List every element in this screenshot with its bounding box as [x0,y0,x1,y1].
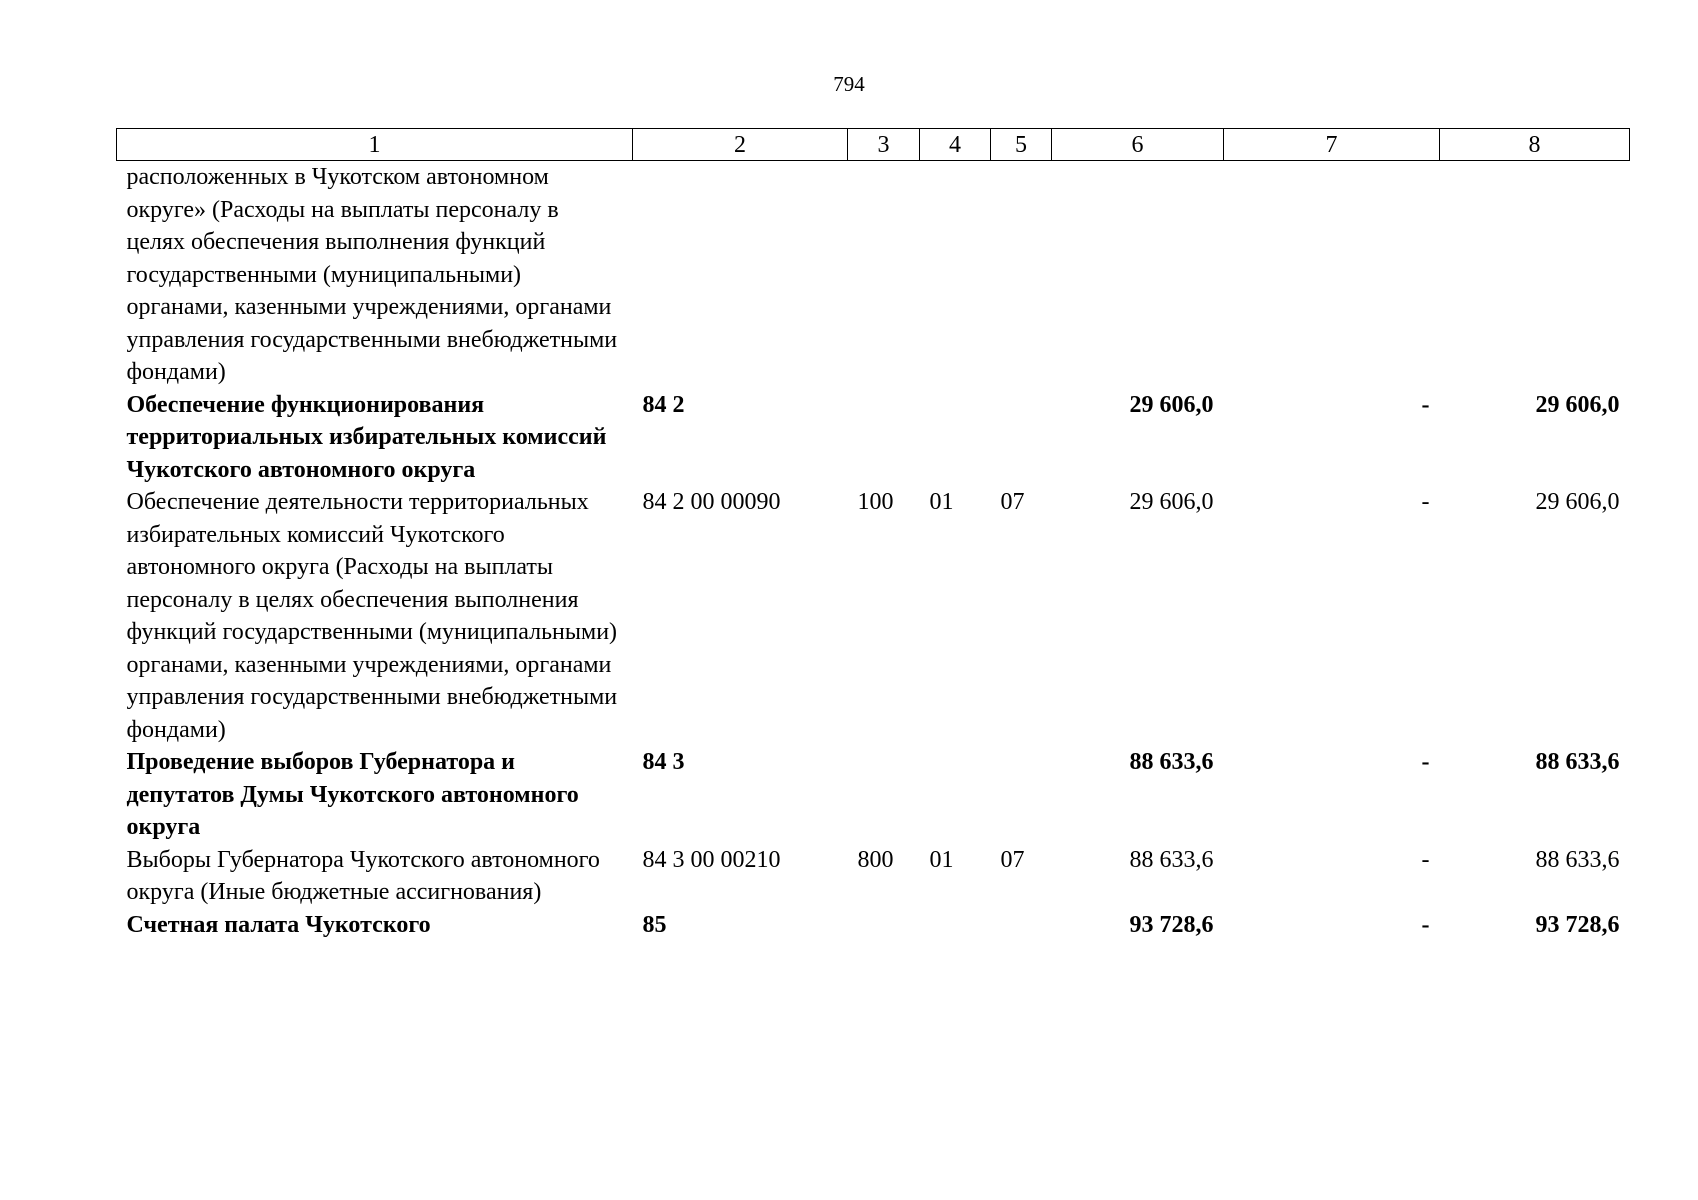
row-description: Выборы Губернатора Чукотского автономного округа (Иные бюджетные ассигнования) [126,846,600,905]
row-col8: 29 606,0 [1535,391,1620,418]
column-header: 2 [633,129,848,161]
row-description: Счетная палата Чукотского [126,911,431,938]
row-col7: - [1421,749,1430,775]
budget-table [116,128,1630,941]
row-col6: 29 606,0 [1129,489,1214,515]
page-number: 794 [833,72,865,96]
row-col3 [848,746,920,844]
row-col8: 29 606,0 [1535,489,1620,515]
row-code [633,161,848,389]
row-col6: 88 633,6 [1129,749,1214,775]
row-col3: 800 [857,846,894,873]
row-col7: - [1421,489,1430,515]
row-code: 85 [642,911,667,938]
row-col3 [848,161,920,389]
row-col8: 88 633,6 [1535,749,1620,775]
row-col8: 88 633,6 [1535,846,1620,873]
row-col5: 07 [1000,489,1025,515]
row-code: 84 3 00 00210 [642,846,781,873]
row-code: 84 2 [642,391,685,418]
table-row [117,844,1630,909]
row-col4 [920,746,991,844]
column-header: 1 [117,129,633,161]
row-col4 [920,161,991,389]
row-col4: 01 [929,489,954,515]
row-description: Обеспечение деятельности территориальных избирательных комиссий Чукотского автономного округа (Расходы на выплаты персоналу в целях обеспечения выполнения функций государственными (муниципальными) органами, казенными учреждениями, органами управления государственными внебюджетными фондами) [126,489,618,743]
column-header: 7 [1224,129,1440,161]
row-col5: 07 [1000,846,1025,873]
row-col5 [991,909,1052,942]
column-header: 5 [991,129,1052,161]
column-header: 3 [848,129,920,161]
row-col5 [991,389,1052,487]
table-row [117,746,1630,844]
row-col6: 29 606,0 [1129,391,1214,418]
row-col6: 93 728,6 [1129,911,1214,938]
row-col6: 88 633,6 [1129,846,1214,873]
table-header [117,129,1630,161]
row-col4 [920,909,991,942]
row-col3 [848,909,920,942]
row-col6 [1052,161,1224,389]
row-col7 [1224,161,1440,389]
column-header: 4 [920,129,991,161]
table-row [117,389,1630,487]
row-col5 [991,746,1052,844]
row-col5 [991,161,1052,389]
row-col7: - [1421,391,1430,418]
column-header: 6 [1052,129,1224,161]
table-row [117,486,1630,746]
row-col7: - [1421,911,1430,938]
row-code: 84 2 00 00090 [642,489,781,515]
row-code: 84 3 [642,749,685,775]
row-col3 [848,389,920,487]
row-col3: 100 [857,489,894,515]
row-col4 [920,389,991,487]
row-description: Проведение выборов Губернатора и депутатов Думы Чукотского автономного округа [126,749,579,840]
row-col4: 01 [929,846,954,873]
column-header: 8 [1440,129,1630,161]
row-col7: - [1421,846,1430,873]
table-row [117,161,1630,389]
row-description: расположенных в Чукотском автономном округе» (Расходы на выплаты персоналу в целях обеспечения выполнения функций государственными (муниципальными) органами, казенными учреждениями, органами управления государственными внебюджетными фондами) [126,164,618,385]
row-col8 [1440,161,1630,389]
column-number-row [117,129,1630,161]
row-description: Обеспечение функционирования территориальных избирательных комиссий Чукотского автономного округа [126,391,607,483]
table-row [117,909,1630,942]
row-col8: 93 728,6 [1535,911,1620,938]
